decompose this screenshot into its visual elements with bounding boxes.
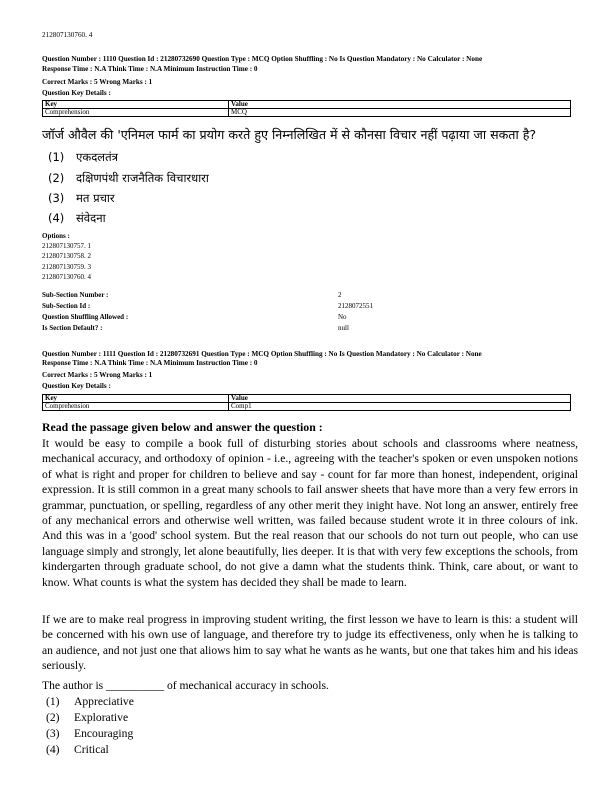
q2-marks: Correct Marks : 5 Wrong Marks : 1 <box>42 371 153 379</box>
q2-option-3 <box>46 726 133 742</box>
option-text: संवेदना <box>76 211 106 225</box>
q1-header-line1: Question Number : 1110 Question Id : 21280732690 Question Type : MCQ Option Shuffling : No Is Question Mandatory : No Calculator : None <box>42 55 483 63</box>
option-number: (3) <box>48 191 65 205</box>
q1-marks: Correct Marks : 5 Wrong Marks : 1 <box>42 78 153 86</box>
passage-paragraph-2: If we are to make real progress in improving student writing, the first lesson we have to learn is this: a student will be concerned with his own use of language, and therefore try to judge its effectiveness, only when he is talking to an audience, and not just one that aliows him to say what he wants as he wants, but one that takes him and his ideas seriously. <box>42 613 578 673</box>
option-number: (1) <box>46 695 60 708</box>
q1-value-cell: MCQ <box>229 109 571 117</box>
option-id: 212807130758. 2 <box>42 252 91 261</box>
shuffling-allowed-label: Question Shuffling Allowed : <box>42 312 129 321</box>
q1-header-line2: Response Time : N.A Think Time : N.A Minimum Instruction Time : 0 <box>42 65 258 73</box>
q2-key-header: Key <box>43 395 229 403</box>
option-number: (2) <box>48 171 65 185</box>
option-number: (4) <box>48 211 65 225</box>
section-default-label: Is Section Default? : <box>42 323 103 332</box>
option-id: 212807130759. 3 <box>42 262 91 271</box>
q1-option-1 <box>48 150 118 165</box>
q2-question-text: The author is __________ of mechanical accuracy in schools. <box>42 679 329 692</box>
option-text: Critical <box>74 743 109 756</box>
option-number: (3) <box>46 727 60 740</box>
q2-value-header: Value <box>229 395 571 403</box>
q2-header-line1: Question Number : 1111 Question Id : 21280732691 Question Type : MCQ Option Shuffling : No Is Question Mandatory : No Calculator : None <box>42 350 482 358</box>
passage-title: Read the passage given below and answer the question : <box>42 420 323 434</box>
q2-header-line2: Response Time : N.A Think Time : N.A Minimum Instruction Time : 0 <box>42 359 258 367</box>
q2-key-cell: Comprehension <box>43 403 229 411</box>
option-text: Encouraging <box>74 727 134 740</box>
option-number: (2) <box>46 711 60 724</box>
option-id: 212807130757. 1 <box>42 242 91 251</box>
q1-question-text: जॉर्ज औवैल की 'एनिमल फार्म का प्रयोग करते हुए निम्नलिखित में से कौनसा विचार नहीं पढ़ाया जा सकता है? <box>42 127 537 142</box>
subsection-meta <box>42 289 373 333</box>
q1-option-3 <box>48 191 115 206</box>
subsection-number-label: Sub-Section Number : <box>42 290 109 299</box>
section-default-value: null <box>338 323 349 332</box>
q1-value-header: Value <box>229 101 571 109</box>
q2-value-cell: Comp1 <box>229 403 571 411</box>
q1-key-table <box>42 100 571 117</box>
options-label: Options : <box>42 232 70 240</box>
q1-options-list <box>42 231 91 282</box>
q2-key-table <box>42 394 571 411</box>
q1-option-2 <box>48 171 209 186</box>
option-text: दक्षिणपंथी राजनैतिक विचारधारा <box>76 171 209 185</box>
subsection-number-value: 2 <box>338 290 342 299</box>
option-text: एकदलतंत्र <box>76 150 118 164</box>
q2-option-4 <box>46 742 109 758</box>
option-number: (4) <box>46 743 60 756</box>
q2-option-1 <box>46 694 134 710</box>
q2-key-details: Question Key Details : <box>42 382 111 390</box>
q1-key-header: Key <box>43 101 229 109</box>
subsection-id-value: 2128072551 <box>338 301 373 310</box>
shuffling-allowed-value: No <box>338 312 347 321</box>
q1-key-cell: Comprehension <box>43 109 229 117</box>
option-text: मत प्रचार <box>76 191 115 205</box>
q1-option-4 <box>48 211 106 226</box>
q1-key-details: Question Key Details : <box>42 89 111 97</box>
subsection-id-label: Sub-Section Id : <box>42 301 91 310</box>
option-id: 212807130760. 4 <box>42 272 91 281</box>
page-id: 212807130760. 4 <box>42 31 93 39</box>
option-text: Explorative <box>74 711 129 724</box>
option-number: (1) <box>48 150 65 164</box>
option-text: Appreciative <box>74 695 134 708</box>
q2-option-2 <box>46 710 128 726</box>
passage-paragraph-1: It would be easy to compile a book full of disturbing stories about schools and classrooms where neatness, mechanical accuracy, and orthodoxy of opinion - i.e., agreeing with the teacher's spoken or even unspoken notions of what is right and proper for children to believe and say - count for far more than honest, independent, original expression. It is still common in a great many schools to fail answer sheets that have more than a very few errors in grammar, punctuation, or spelling, regardless of any other merit they inight have. Not long an answer, entirely free of any mechanical errors and otherwise well written, was failed because student wrote it in three colours of ink. And this was in a 'good' school system. But the real reason that our schools do not turn out people, who can use language simply and strongly, let alone beautifully, lies deeper. It is that with very few exceptions the schools, from kindergarten through graduate school, do not give a damn what the students think. Think, care about, or want to know. What counts is what the system has decided they shall be made to learn. <box>42 437 578 589</box>
